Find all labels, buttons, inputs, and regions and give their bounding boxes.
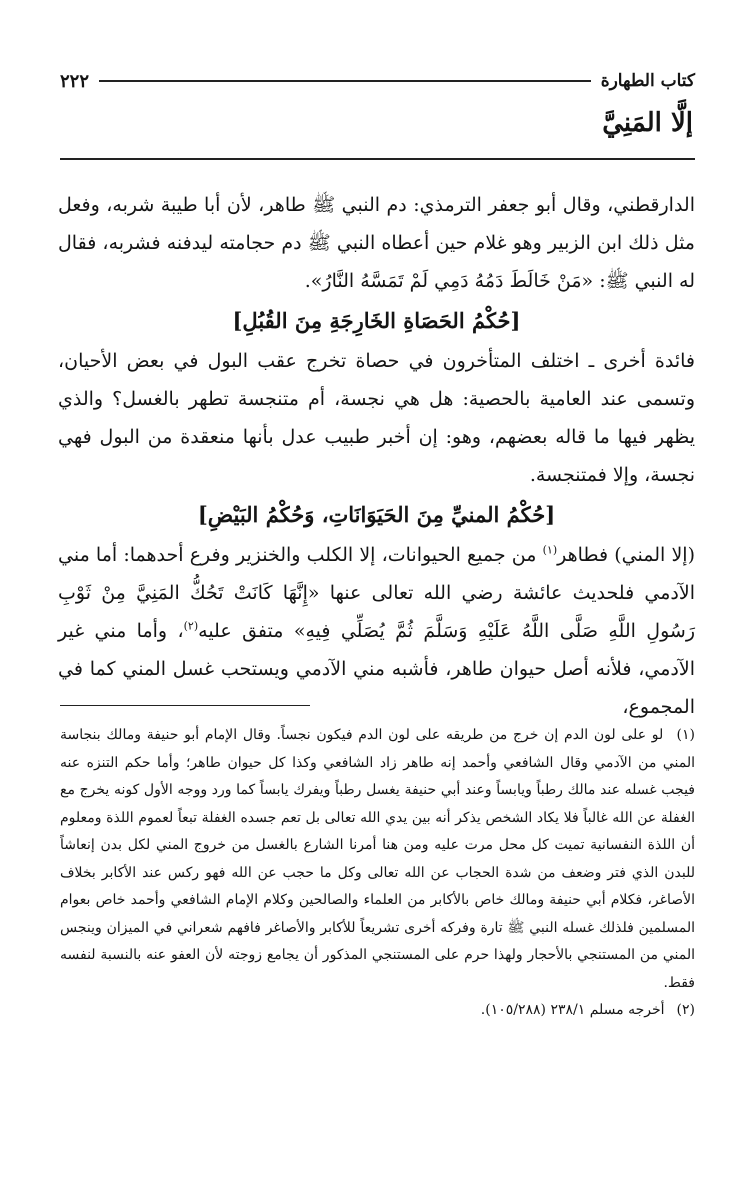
footnotes	[60, 722, 695, 1025]
paragraph-3	[58, 536, 695, 726]
section-heading-semen: [حُكْمُ المنيِّ مِنَ الحَيَوَانَاتِ، وَحُكْمُ البَيْضِ]	[197, 502, 556, 527]
paragraph-2: فائدة أخرى ـ اختلف المتأخرون في حصاة تخرج عقب البول في بعض الأحيان، وتسمى عند العامية بالحصية: هل هي نجسة، أم متنجسة تطهر بالغسل؟ والذي يظهر فيها ما قاله بعضهم، وهو: إن أخبر طبيب عدل بأنها منعقدة من البول فهي نجسة، وإلا فمتنجسة.	[58, 350, 695, 486]
footnote-2	[60, 997, 695, 1025]
footnote-1-text: لو على لون الدم إن خرج من طريقه على لون الدم فيكون نجساً. وقال الإمام أبو حنيفة ومالك بنجاسة المني من الآدمي وقال الشافعي وأحمد إنه طاهر زاد الشافعي وكذا كل حيوان طاهر؛ وأما حكم التنزه عنه فيجب غسله عند مالك رطباً ويابساً وعند أبي حنيفة يغسل رطباً ويفرك يابساً كما ورد ووجه الأول كونه يخرج مع الغفلة عن الله غالباً فلا يكاد الشخص يذكر أنه بين يدي الله تعالى بل تعم جسده الغفلة تبعاً لعموم اللذة ومعلوم أن اللذة النفسانية تميت كل محل مرت عليه ومن هنا أمرنا الشارع بالغسل من خروج المني لكل بدن إنعاشاً للبدن الذي فتر وضعف من شدة الحجاب عن الله تعالى وكل ما حجب عن الله فهو ركس عند الأكابر بخلاف الأصاغر، فكلام أبي حنيفة ومالك خاص بالأكابر من العلماء والصالحين وكلام الإمام الشافعي وأحمد خاص بعوام المسلمين فلذلك غسله النبي ﷺ تارة وفركه أخرى تشريعاً للأكابر والأصاغر فافهم شعراني في الميزان وينجس المني من المستنجي بالأحجار ولهذا حرم على المستنجي المذكور أن يجامع زوجته لأن العفو عنه بالنسبة لنفسه فقط.	[60, 727, 695, 991]
paragraph-3-part-b: من جميع الحيوانات، إلا الكلب والخنزير وفرع أحدهما: أما مني الآدمي فلحديث عائشة رضي الله تعالى عنها «إِنَّهَا كَانَتْ تَحُكُّ المَنِيَّ مِنْ ثَوْبِ رَسُولِ اللَّهِ صَلَّى اللَّهُ عَلَيْهِ وَسَلَّمَ ثُمَّ يُصَلِّي فِيهِ» متفق عليه	[58, 544, 696, 642]
chapter-title: كتاب الطهارة	[600, 71, 695, 91]
paragraph-1: الدارقطني، وقال أبو جعفر الترمذي: دم النبي ﷺ طاهر، لأن أبا طيبة شربه، وفعل مثل ذلك ابن الزبير وهو غلام حين أعطاه النبي ﷺ دم حجامته ليدفنه فشربه، فقال له النبي ﷺ: «مَنْ خَالَطَ دَمُهُ دَمِي لَمْ تَمَسَّهُ النَّارُ».	[58, 194, 695, 292]
footnote-ref-2[interactable]: (٢)	[183, 619, 199, 633]
footnote-2-text: أخرجه مسلم ٢٣٨/١ (١٠٥/٢٨٨).	[480, 1002, 665, 1018]
matn-divider	[60, 158, 695, 160]
matn-excerpt: إلَّا المَنِيَّ	[602, 108, 693, 138]
section-heading-pebble: [حُكْمُ الحَصَاةِ الخَارِجَةِ مِنَ القُبُلِ]	[232, 308, 521, 333]
page-number: ٢٢٢	[60, 70, 90, 92]
paragraph-3-part-a: (إلا المني) فطاهر	[557, 544, 695, 566]
footnote-ref-1[interactable]: (١)	[542, 543, 558, 557]
footnote-1-number: (١)	[676, 727, 696, 743]
footnote-separator	[60, 705, 310, 706]
footnote-2-number: (٢)	[676, 1002, 695, 1018]
header-rule	[99, 80, 591, 82]
running-header	[60, 68, 695, 94]
paragraph-3-part-c: ، وأما مني غير الآدمي، فلأنه أصل حيوان طاهر، فأشبه مني الآدمي ويستحب غسل المني كما في المجموع،	[58, 620, 695, 718]
footnote-1	[60, 722, 695, 997]
commentary-body	[58, 186, 695, 726]
